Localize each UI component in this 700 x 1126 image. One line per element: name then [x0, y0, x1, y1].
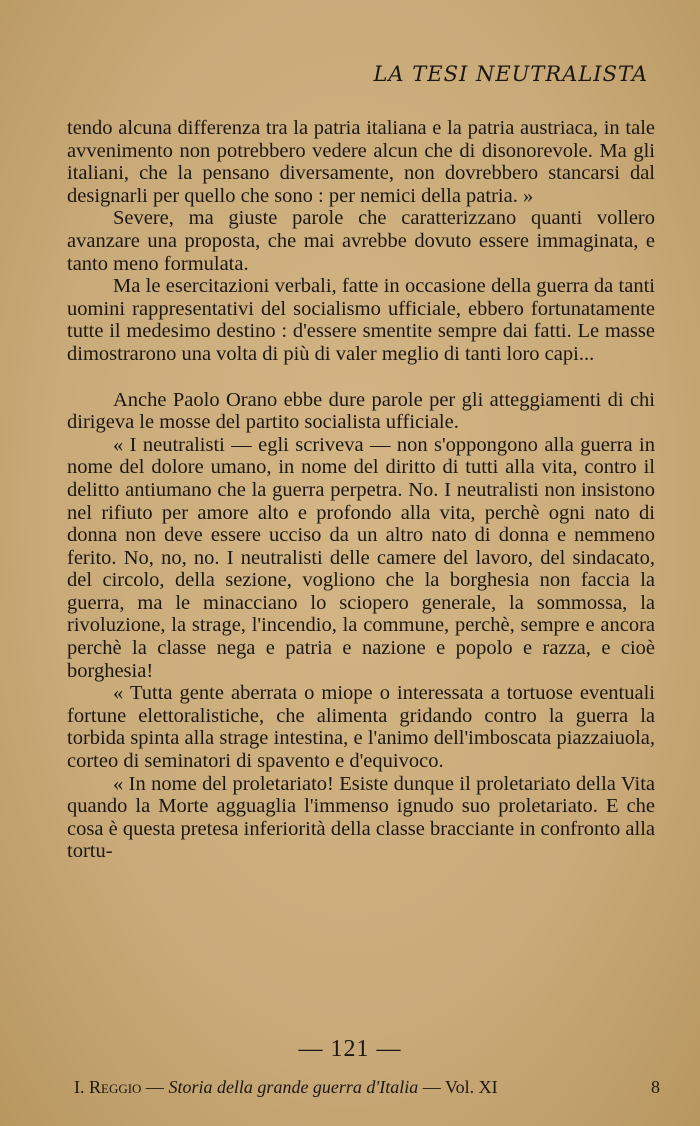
page-number: — 121 — — [298, 1036, 402, 1062]
quote-aberrant-people: « Tutta gente aberrata o miope o interessata a tortuose eventuali fortune elettoralistiche, che alimenta gridando contro la guerra la torbida spinta alla strage intestina, e l'animo dell'imboscata piazzaiuola, corteo di seminatori di spavento e d'equivoco. — [67, 682, 655, 773]
paragraph-paolo-orano: Anche Paolo Orano ebbe dure parole per gli atteggiamenti di chi dirigeva le mosse del partito socialista ufficiale. — [67, 388, 655, 434]
running-title: LA TESI NEUTRALISTA — [373, 62, 648, 86]
footer-book-title: Storia della grande guerra d'Italia — [168, 1077, 419, 1097]
quote-proletariat: « In nome del proletariato! Esiste dunque il proletariato della Vita quando la Morte agguaglia l'immenso ignudo suo proletariato. E che cosa è questa pretesa inferiorità della classe bracciante in confronto alla tortu- — [67, 772, 655, 863]
body-text — [67, 117, 655, 863]
quote-neutralists: « I neutralisti — egli scriveva — non s'oppongono alla guerra in nome del dolore umano, in nome del diritto di tutti alla vita, contro il delitto antiumano che la guerra perpetra. No. I neutralisti non insistono nel rifiuto per amore alto e profondo alla vita, perchè ogni nato di donna non deve essere ucciso da un altro nato di donna e nemmeno ferito. No, no, no. I neutralisti delle camere del lavoro, del sindacato, del circolo, della sezione, vogliono che la borghesia non faccia la guerra, ma le minacciano lo sciopero generale, la sommossa, la rivoluzione, la strage, l'incendio, la commune, perchè, sempre e ancora perchè la classe nega e patria e nazione e popolo e razza, e cioè borghesia! — [67, 433, 655, 682]
footer-signature-line — [74, 1077, 660, 1098]
paragraph-verbal-exercises: Ma le esercitazioni verbali, fatte in occasione della guerra da tanti uomini rappresentativi del socialismo ufficiale, ebbero fortunatamente tutte il medesimo destino : d'essere smentite sempre dai fatti. Le masse dimostrarono una volta di più di valer meglio di tanti loro capi... — [67, 275, 655, 365]
paragraph-continuation: tendo alcuna differenza tra la patria italiana e la patria austriaca, in tale avvenimento non potrebbero vedere alcun che di disonorevole. Ma gli italiani, che la pensano diversamente, non dovrebbero stancarsi dal designarli per quello che sono : per nemici della patria. » — [67, 117, 655, 207]
paragraph-commentary: Severe, ma giuste parole che caratterizzano quanti vollero avanzare una proposta, che mai avrebbe dovuto essere immaginata, e tanto meno formulata. — [67, 207, 655, 275]
footer-author: I. Reggio — — [74, 1077, 164, 1097]
footer-signature-mark: 8 — [651, 1077, 660, 1097]
footer-volume: — Vol. XI — [422, 1077, 498, 1097]
